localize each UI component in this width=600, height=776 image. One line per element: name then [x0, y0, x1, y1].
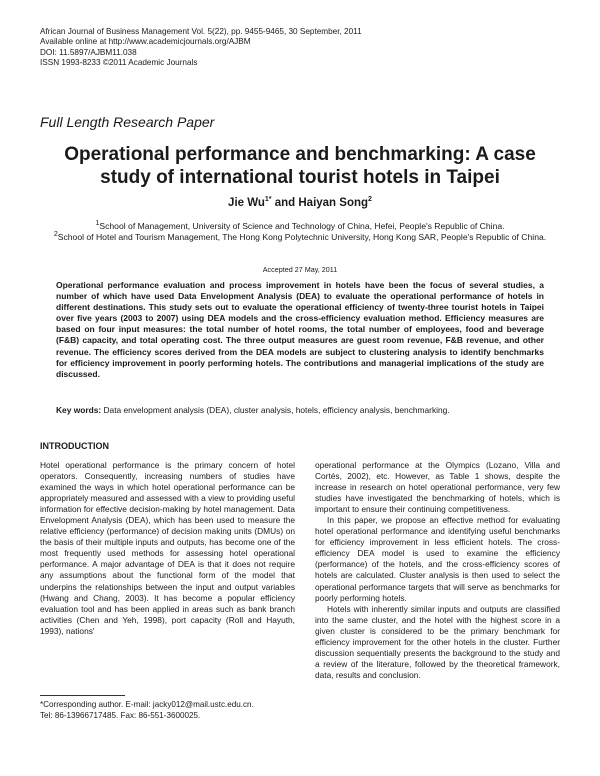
- affiliations: [40, 221, 560, 243]
- affiliation-text: School of Hotel and Tourism Management, The Hong Kong Polytechnic University, Hong Kong SAR, People's Republic of China.: [57, 232, 547, 242]
- keywords: [56, 405, 544, 415]
- body-paragraph: operational performance at the Olympics (Lozano, Villa and Cortés, 2002), etc. However, as Table 1 shows, despite the increase in research on hotel operational performance, very few studies have investigated the benchmarking of hotels, which is important to ensure their continuing competitiveness.: [315, 460, 560, 515]
- body-paragraph: Hotel operational performance is the primary concern of hotel operators. Consequently, increasing numbers of studies have examined the ways in which hotel operational performance can be appropriately measured and assessed with a view to providing useful information for effective decision-making by hotel management. Data Envelopment Analysis (DEA), which has been used to measure the relative efficiency (performance) of decision making units (DMUs) on the basis of their multiple inputs and outputs, has become one of the most frequently used methods for assessing hotel operational performance. A major advantage of DEA is that it does not require any assumptions about the functional form of the model that underpins the relationships between the input and output variables (Hwang and Chang, 2003). It has become a popular efficiency evaluation tool and has been applied in areas such as bank branch activities (Chen and Yeh, 1998), port capacity (Roll and Hayuth, 1993), nations': [40, 460, 295, 636]
- journal-citation: African Journal of Business Management Vol. 5(22), pp. 9455-9465, 30 September, 2011: [40, 27, 362, 36]
- author-conjunction: and: [271, 197, 299, 209]
- author-affiliation-marker: 2: [368, 196, 372, 204]
- footnote-line: Tel: 86-13966717485. Fax: 86-551-3600025.: [40, 711, 201, 721]
- author-name: Haiyan Song: [298, 197, 369, 209]
- affiliation: [40, 232, 560, 243]
- author-name: Jie Wu: [228, 197, 265, 209]
- affiliation: [40, 221, 560, 232]
- body-paragraph: In this paper, we propose an effective method for evaluating hotel operational performance and identifying useful benchmarks for efficiency improvement in less efficient hotels. The cross-efficiency DEA model is used to examine the efficiency (performance) of the hotels, and the cross-efficiency scores of hotels are calculated. Cluster analysis is then used to select the operational performance targets that will serve as benchmarks for poorly performing hotels.: [315, 515, 560, 603]
- footnote-line: *Corresponding author. E-mail: jacky012@mail.ustc.edu.cn.: [40, 700, 254, 709]
- issn: ISSN 1993-8233 ©2011 Academic Journals: [40, 57, 198, 67]
- affiliation-marker: 2: [53, 231, 58, 239]
- corresponding-author-footnote: [40, 699, 302, 722]
- paper-title: Operational performance and benchmarking: A case study of international tourist hotels in Taipei: [64, 144, 536, 188]
- keywords-label: Key words:: [56, 405, 102, 415]
- footnote-divider: [40, 695, 125, 696]
- section-heading: INTRODUCTION: [40, 441, 109, 451]
- right-column: [315, 460, 560, 681]
- abstract: Operational performance evaluation and process improvement in hotels have been the focus of several studies, a number of which have used Data Envelopment Analysis (DEA) to evaluate the operational performance of hotels in different destinations. This study sets out to evaluate the operational efficiency of twenty-three tourist hotels in Taipei over five years (2003 to 2007) using DEA models and the cross-efficiency evaluation method. Efficiency measures are based on four input measures: the total number of hotel rooms, the total number of employees, food and beverage (F&B) capacity, and total operating cost. The three output measures are guest room revenue, F&B revenue, and other revenue. The efficiency scores derived from the DEA models are subject to clustering analysis to identify benchmarks for efficiency improvement in poorly performing hotels. The contributions and managerial implications of the study are discussed.: [56, 280, 544, 379]
- keywords-text: Data envelopment analysis (DEA), cluster analysis, hotels, efficiency analysis, benchmarking.: [101, 405, 450, 415]
- paper-type: Full Length Research Paper: [40, 114, 215, 130]
- accepted-date: Accepted 27 May, 2011: [262, 265, 338, 274]
- author-line: [40, 197, 560, 209]
- doi: DOI: 11.5897/AJBM11.038: [40, 47, 137, 57]
- body-paragraph: Hotels with inherently similar inputs and outputs are classified into the same cluster, and the hotel with the highest score in a given cluster is considered to be the primary benchmark for efficiency improvement for the other hotels in the cluster. Further discussion sequentially presents the background to the study and a review of the literature, followed by the theoretical framework, data, results and conclusion.: [315, 603, 560, 680]
- online-availability[interactable]: Available online at http://www.academicjournals.org/AJBM: [40, 37, 251, 47]
- journal-header: [40, 27, 362, 68]
- affiliation-marker: 1: [95, 220, 100, 228]
- author-affiliation-marker: 1*: [264, 196, 272, 204]
- left-column: [40, 460, 295, 637]
- affiliation-text: School of Management, University of Science and Technology of China, Hefei, People's Republic of China.: [99, 221, 505, 231]
